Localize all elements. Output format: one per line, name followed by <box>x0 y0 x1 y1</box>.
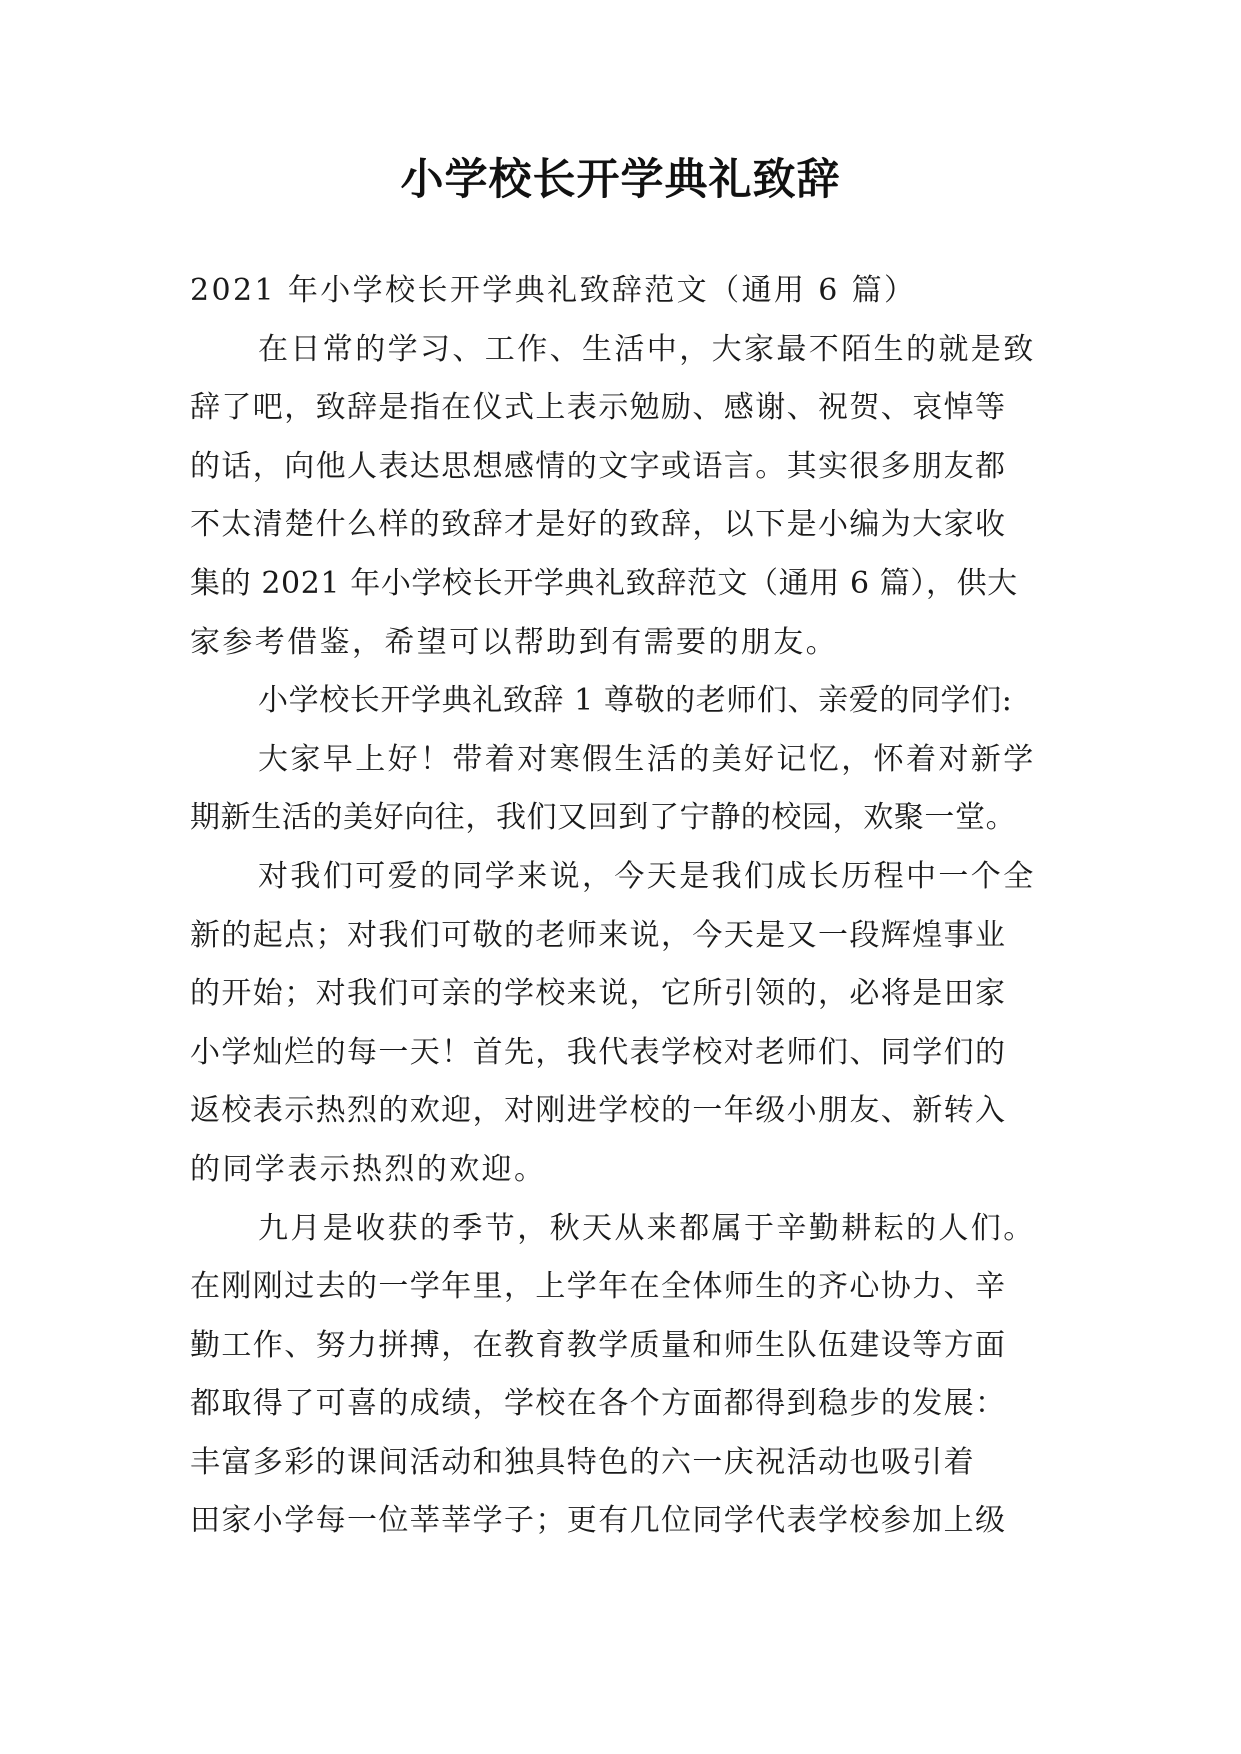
body-line: 九月是收获的季节，秋天从来都属于辛勤耕耘的人们。 <box>258 1210 1036 1246</box>
document-body <box>190 262 1062 1551</box>
body-line: 的开始；对我们可亲的学校来说，它所引领的，必将是田家 <box>190 976 1007 1012</box>
document-title: 小学校长开学典礼致辞 <box>400 155 841 205</box>
body-line: 都取得了可喜的成绩，学校在各个方面都得到稳步的发展： <box>190 1386 1007 1422</box>
body-line: 田家小学每一位莘莘学子；更有几位同学代表学校参加上级 <box>190 1503 1007 1539</box>
body-line: 辞了吧，致辞是指在仪式上表示勉励、感谢、祝贺、哀悼等 <box>190 390 1007 426</box>
body-line: 小学校长开学典礼致辞 1 尊敬的老师们、亲爱的同学们: <box>258 683 1013 719</box>
body-line: 的同学表示热烈的欢迎。 <box>190 1151 547 1187</box>
body-line: 对我们可爱的同学来说，今天是我们成长历程中一个全 <box>258 858 1036 894</box>
body-line: 家参考借鉴，希望可以帮助到有需要的朋友。 <box>190 624 838 660</box>
body-line: 期新生活的美好向往，我们又回到了宁静的校园，欢聚一堂。 <box>190 800 1017 836</box>
body-line: 集的 2021 年小学校长开学典礼致辞范文（通用 6 篇），供大 <box>190 565 1018 601</box>
body-line: 勤工作、努力拼搏，在教育教学质量和师生队伍建设等方面 <box>190 1327 1007 1363</box>
body-line: 2021 年小学校长开学典礼致辞范文（通用 6 篇） <box>190 273 917 308</box>
body-line: 返校表示热烈的欢迎，对刚进学校的一年级小朋友、新转入 <box>190 1093 1007 1129</box>
body-line: 新的起点；对我们可敬的老师来说，今天是又一段辉煌事业 <box>190 917 1007 953</box>
body-line: 小学灿烂的每一天！首先，我代表学校对老师们、同学们的 <box>190 1034 1007 1070</box>
body-line: 丰富多彩的课间活动和独具特色的六一庆祝活动也吸引着 <box>190 1444 975 1480</box>
body-line: 在日常的学习、工作、生活中，大家最不陌生的就是致 <box>258 331 1036 367</box>
body-line: 大家早上好！带着对寒假生活的美好记忆，怀着对新学 <box>258 741 1036 777</box>
body-line: 的话，向他人表达思想感情的文字或语言。其实很多朋友都 <box>190 448 1007 484</box>
body-line: 不太清楚什么样的致辞才是好的致辞，以下是小编为大家收 <box>190 507 1007 543</box>
body-line: 在刚刚过去的一学年里，上学年在全体师生的齐心协力、辛 <box>190 1269 1007 1305</box>
